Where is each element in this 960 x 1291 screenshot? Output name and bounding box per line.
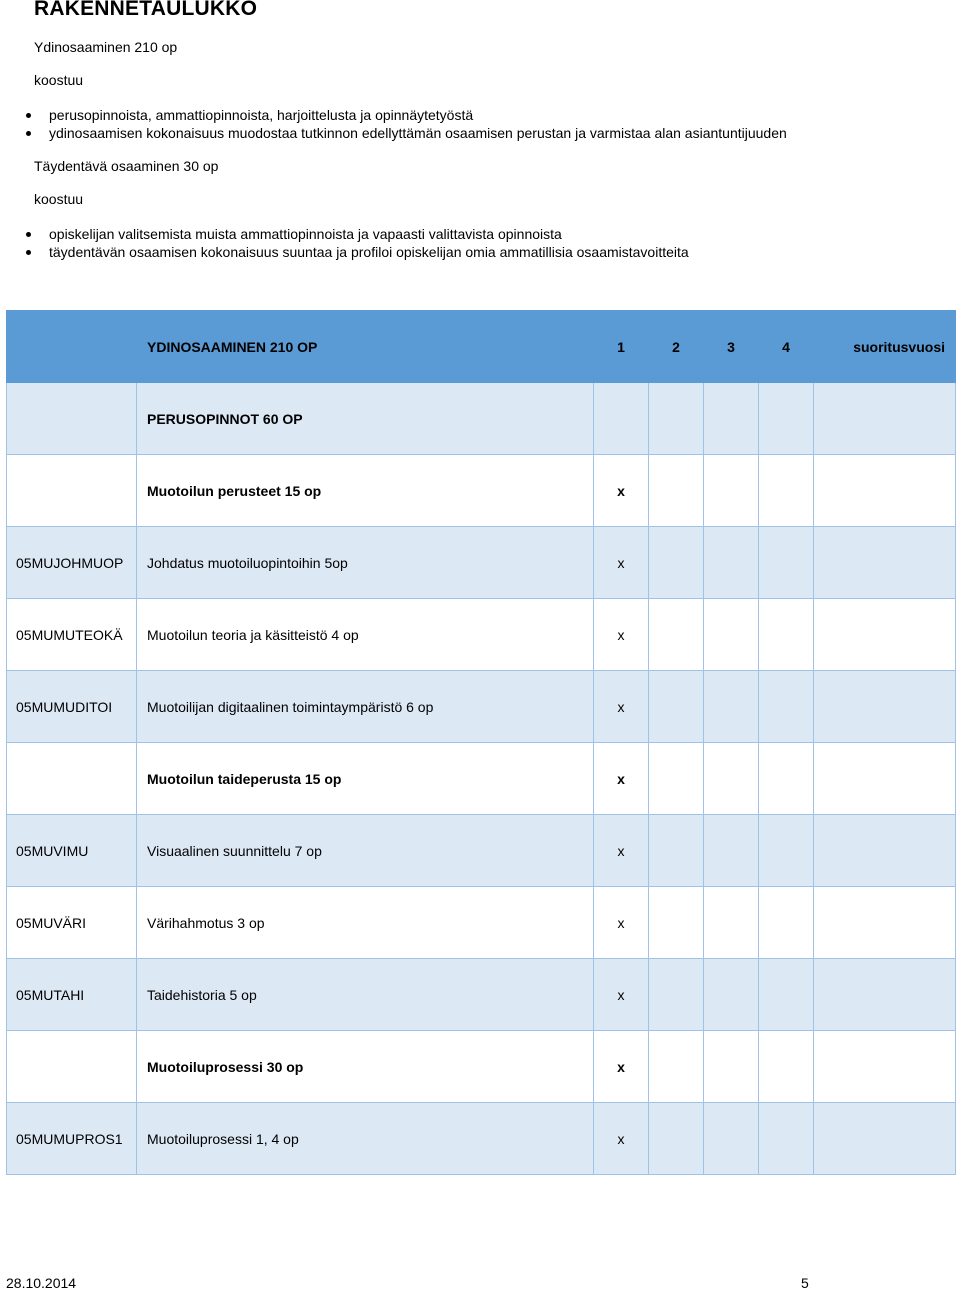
code-cell: [7, 455, 137, 527]
completion-year-cell: [814, 671, 956, 743]
table-row: [7, 815, 956, 887]
year-1-cell: x: [594, 455, 649, 527]
code-cell: 05MUMUDITOI: [7, 671, 137, 743]
name-cell: PERUSOPINNOT 60 OP: [137, 383, 594, 455]
completion-year-cell: [814, 887, 956, 959]
list-item-text: ydinosaamisen kokonaisuus muodostaa tutkinnon edellyttämän osaamisen perustan ja varmistaa alan asiantuntijuuden: [49, 125, 787, 141]
completion-year-cell: [814, 959, 956, 1031]
bullet-icon: [26, 250, 31, 255]
name-cell: Värihahmotus 3 op: [137, 887, 594, 959]
code-cell: 05MUMUPROS1: [7, 1103, 137, 1175]
year-3-cell: [704, 671, 759, 743]
year-2-cell: [649, 887, 704, 959]
list-item: [0, 243, 689, 261]
completion-year-cell: [814, 527, 956, 599]
year-4-cell: [759, 959, 814, 1031]
year-3-cell: [704, 383, 759, 455]
core-bullet-list: [0, 106, 787, 142]
completion-year-cell: [814, 599, 956, 671]
code-cell: [7, 383, 137, 455]
table-row: [7, 1103, 956, 1175]
table-header-row: [7, 311, 956, 383]
code-cell: 05MUJOHMUOP: [7, 527, 137, 599]
year-2-cell: [649, 1031, 704, 1103]
year-1-cell: x: [594, 743, 649, 815]
year-3-cell: [704, 455, 759, 527]
supplementary-label: koostuu: [34, 191, 84, 207]
bullet-icon: [26, 232, 31, 237]
year-3-cell: [704, 959, 759, 1031]
year-4-cell: [759, 743, 814, 815]
table-row: [7, 887, 956, 959]
name-cell: Muotoilun taideperusta 15 op: [137, 743, 594, 815]
header-year-1-cell: 1: [594, 311, 649, 383]
header-year-4-cell: 4: [759, 311, 814, 383]
document-title: RAKENNETAULUKKO: [34, 0, 258, 20]
list-item: [0, 106, 787, 124]
year-3-cell: [704, 527, 759, 599]
year-1-cell: x: [594, 527, 649, 599]
year-3-cell: [704, 743, 759, 815]
name-cell: Johdatus muotoiluopintoihin 5op: [137, 527, 594, 599]
year-4-cell: [759, 455, 814, 527]
table-row: [7, 671, 956, 743]
list-item: [0, 225, 689, 243]
completion-year-cell: [814, 455, 956, 527]
year-4-cell: [759, 527, 814, 599]
code-cell: 05MUTAHI: [7, 959, 137, 1031]
table-row: [7, 455, 956, 527]
year-4-cell: [759, 887, 814, 959]
year-2-cell: [649, 599, 704, 671]
year-1-cell: x: [594, 671, 649, 743]
core-label: koostuu: [34, 72, 84, 88]
year-1-cell: x: [594, 815, 649, 887]
name-cell: Muotoiluprosessi 1, 4 op: [137, 1103, 594, 1175]
year-3-cell: [704, 599, 759, 671]
year-1-cell: x: [594, 887, 649, 959]
table-row: [7, 527, 956, 599]
year-1-cell: x: [594, 1031, 649, 1103]
page-number: 5: [801, 1275, 809, 1291]
year-1-cell: x: [594, 959, 649, 1031]
completion-year-cell: [814, 1103, 956, 1175]
name-cell: Muotoilun teoria ja käsitteistö 4 op: [137, 599, 594, 671]
year-2-cell: [649, 455, 704, 527]
year-4-cell: [759, 1103, 814, 1175]
year-3-cell: [704, 1031, 759, 1103]
list-item-text: opiskelijan valitsemista muista ammattiopinnoista ja vapaasti valittavista opinnoista: [49, 226, 562, 242]
year-1-cell: x: [594, 1103, 649, 1175]
year-2-cell: [649, 527, 704, 599]
table-row: [7, 599, 956, 671]
year-4-cell: [759, 383, 814, 455]
footer-date: 28.10.2014: [6, 1275, 77, 1291]
completion-year-cell: [814, 743, 956, 815]
code-cell: 05MUVIMU: [7, 815, 137, 887]
header-completion-year-cell: suoritusvuosi: [814, 311, 956, 383]
year-3-cell: [704, 1103, 759, 1175]
header-title-cell: YDINOSAAMINEN 210 OP: [137, 311, 594, 383]
bullet-icon: [26, 131, 31, 136]
year-2-cell: [649, 671, 704, 743]
year-4-cell: [759, 599, 814, 671]
name-cell: Muotoilun perusteet 15 op: [137, 455, 594, 527]
name-cell: Muotoilijan digitaalinen toimintaympäristö 6 op: [137, 671, 594, 743]
bullet-icon: [26, 113, 31, 118]
code-cell: 05MUMUTEOKÄ: [7, 599, 137, 671]
year-2-cell: [649, 743, 704, 815]
year-4-cell: [759, 1031, 814, 1103]
header-year-3-cell: 3: [704, 311, 759, 383]
completion-year-cell: [814, 815, 956, 887]
table-row: [7, 1031, 956, 1103]
name-cell: Muotoiluprosessi 30 op: [137, 1031, 594, 1103]
completion-year-cell: [814, 383, 956, 455]
year-3-cell: [704, 887, 759, 959]
structure-table: [6, 310, 956, 1175]
year-2-cell: [649, 815, 704, 887]
name-cell: Visuaalinen suunnittelu 7 op: [137, 815, 594, 887]
name-cell: Taidehistoria 5 op: [137, 959, 594, 1031]
list-item-text: perusopinnoista, ammattiopinnoista, harjoittelusta ja opinnäytetyöstä: [49, 107, 474, 123]
supplementary-heading: Täydentävä osaaminen 30 op: [34, 158, 219, 174]
table-row: [7, 959, 956, 1031]
year-3-cell: [704, 815, 759, 887]
supplementary-bullet-list: [0, 225, 689, 261]
year-1-cell: x: [594, 599, 649, 671]
year-2-cell: [649, 1103, 704, 1175]
code-cell: [7, 743, 137, 815]
year-4-cell: [759, 815, 814, 887]
year-4-cell: [759, 671, 814, 743]
year-2-cell: [649, 383, 704, 455]
completion-year-cell: [814, 1031, 956, 1103]
year-1-cell: [594, 383, 649, 455]
table-row: [7, 743, 956, 815]
table-row: [7, 383, 956, 455]
code-cell: 05MUVÄRI: [7, 887, 137, 959]
core-heading: Ydinosaaminen 210 op: [34, 39, 178, 55]
year-2-cell: [649, 959, 704, 1031]
header-year-2-cell: 2: [649, 311, 704, 383]
list-item-text: täydentävän osaamisen kokonaisuus suuntaa ja profiloi opiskelijan omia ammatillisia osaamistavoitteita: [49, 244, 689, 260]
header-code-cell: [7, 311, 137, 383]
code-cell: [7, 1031, 137, 1103]
list-item: [0, 124, 787, 142]
